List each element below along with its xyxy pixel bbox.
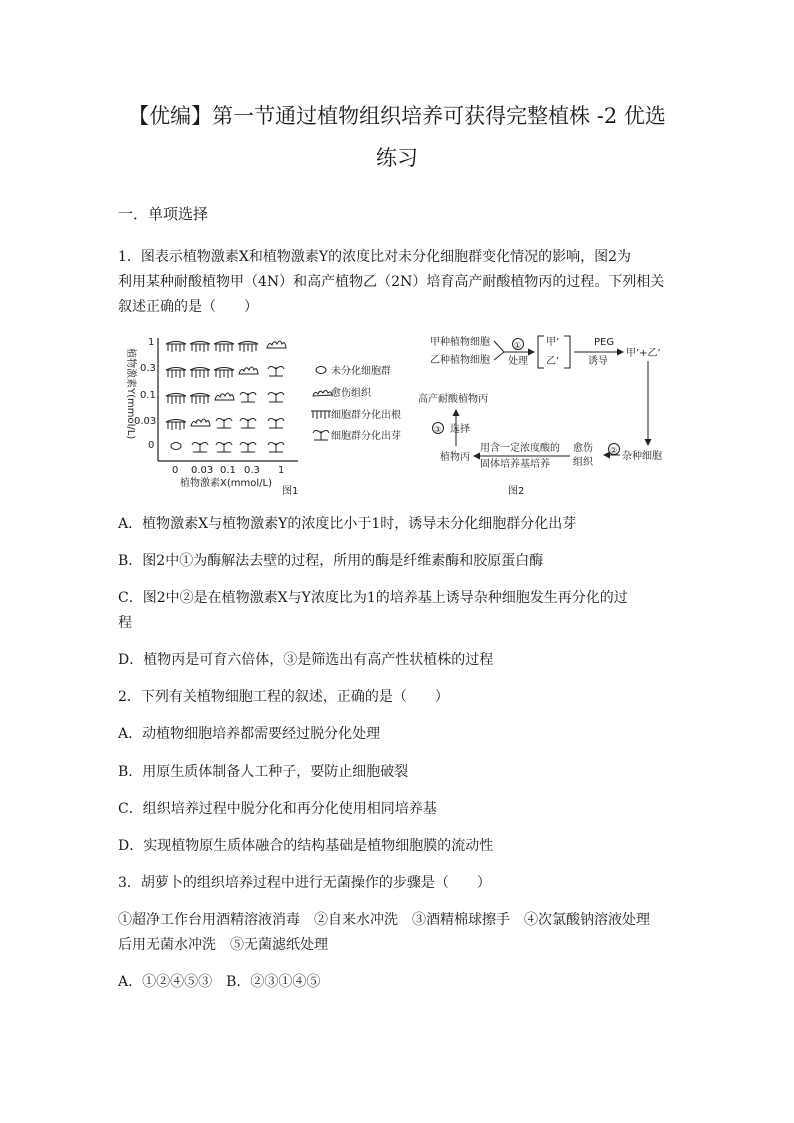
fig1-xtick: 1 [278,465,285,476]
fig1-ytick: 0.1 [140,390,156,401]
root-cell-glyph [166,342,186,353]
fig2-callus-line2: 组织 [573,457,593,468]
fig2-hybrid: 杂种细胞 [622,451,662,462]
fig1-legend [311,364,401,442]
fig1-xtick: 0.1 [220,465,236,476]
q2-stem: 2．下列有关植物细胞工程的叙述，正确的是（ ） [118,689,449,705]
root-symbol [311,411,331,419]
shoot-cell-glyph [240,393,256,403]
callus-cell-glyph [267,341,286,348]
root-cell-glyph [214,342,234,353]
q1-option-c-line2: 程 [118,615,132,631]
root-cell-glyph [238,342,258,353]
q2-option-c: C．组织培养过程中脱分化和再分化使用相同培养基 [118,801,437,817]
q2-option-b: B．用原生质体制备人工种子，要防止细胞破裂 [118,764,409,780]
root-cell-glyph [166,368,186,379]
callus-cell-glyph [191,419,210,426]
shoot-cell-glyph [192,443,208,453]
fig2-proto-a: 甲’ [546,337,560,348]
root-cell-glyph [190,394,210,405]
root-cell-glyph [190,368,210,379]
q3-steps-line2: 后用无菌水冲洗 ⑤无菌滤纸处理 [118,937,328,953]
fig2-step2: ② [610,446,618,455]
fig2-select: 选择 [450,424,470,435]
fig2-induce: 诱导 [588,356,608,367]
shoot-cell-glyph [268,367,284,377]
q3-options: A．①②④⑤③ B．②③①④⑤ [118,974,321,990]
fig2-caption: 图2 [508,486,525,497]
root-cell-glyph [166,420,186,431]
fig1-ytick: 0.3 [140,363,156,374]
shoot-cell-glyph [268,419,284,429]
fig2-target: 高产耐酸植物丙 [418,394,488,405]
q3-stem: 3．胡萝卜的组织培养过程中进行无菌操作的步骤是（ ） [118,875,491,891]
fig2-step3: ③ [434,425,442,434]
fig2-proto-b: 乙’ [546,356,560,367]
callus-cell-glyph [239,367,258,374]
q1-stem-line1: 1．图表示植物激素X和植物激素Y的浓度比对未分化细胞群变化情况的影响，图2为 [118,249,632,265]
q1-option-d: D．植物丙是可育六倍体，③是筛选出有高产性状植株的过程 [118,652,494,668]
fig1-ytick: 0.03 [134,416,157,427]
legend-shoot: 细胞群分化出芽 [331,431,401,442]
legend-undifferentiated: 未分化细胞群 [331,366,391,377]
fig2-treat: 处理 [508,356,528,367]
fig1-caption: 图1 [282,486,299,497]
callus-symbol [313,391,332,397]
fig2-diagram [418,335,662,470]
page-title-line2: 练习 [376,146,418,170]
fig1-ytick: 0 [148,440,155,451]
shoot-cell-glyph [268,393,284,403]
undifferentiated-cell-glyph [171,443,181,450]
fig2-plant-b: 乙种植物细胞 [430,355,490,366]
q1-option-a: A．植物激素X与植物激素Y的浓度比小于1时，诱导未分化细胞群分化出芽 [118,516,577,532]
legend-callus: 愈伤组织 [331,388,371,399]
fig1-ylabel: 植物激素Y(mmol/L) [125,348,136,440]
callus-cell-glyph [215,393,234,400]
fig1-ytick: 1 [148,337,155,348]
page-title: 【优编】第一节通过植物组织培养可获得完整植株 -2 优选 [128,104,666,128]
q1-option-b: B．图2中①为酶解法去壁的过程，所用的酶是纤维素酶和胶原蛋白酶 [118,553,544,569]
fig1-cell-grid [166,341,286,452]
q1-option-c: C．图2中②是在植物激素X与Y浓度比为1的培养基上诱导杂种细胞发生再分化的过 [118,590,628,606]
fig2-step1: ① [514,341,522,350]
q1-stem-line2: 利用某种耐酸植物甲（4N）和高产植物乙（2N）培育高产耐酸植物丙的过程。下列相关 [118,274,665,290]
undifferentiated-symbol [316,367,326,374]
q1-figure [118,328,694,503]
section-heading: 一．单项选择 [118,205,209,223]
q1-stem-line3: 叙述正确的是（ ） [118,299,258,315]
root-cell-glyph [190,342,210,353]
fig2-peg: PEG [594,337,615,348]
shoot-cell-glyph [216,443,232,453]
fig1-xtick: 0.03 [191,465,214,476]
shoot-cell-glyph [268,443,284,453]
fig1-xtick: 0 [172,465,179,476]
shoot-symbol [313,431,329,441]
shoot-cell-glyph [216,419,232,429]
root-cell-glyph [214,368,234,379]
legend-root: 细胞群分化出根 [331,410,401,421]
fig2-fused: 甲’+乙’ [626,348,661,359]
q2-option-a: A．动植物细胞培养都需要经过脱分化处理 [118,726,381,742]
fig2-plant-c: 植物丙 [440,452,470,463]
fig2-medium: 用含一定浓度酸的 [480,443,560,454]
q3-steps: ①超净工作台用酒精溶液消毒 ②自来水冲洗 ③酒精棉球擦手 ④次氯酸钠溶液处理 [118,912,650,928]
fig2-plant-a: 甲种植物细胞 [430,337,490,348]
fig1-xlabel: 植物激素X(mmol/L) [180,478,272,489]
fig2-callus: 愈伤 [573,443,593,454]
shoot-cell-glyph [240,443,256,453]
root-cell-glyph [166,394,186,405]
q2-option-d: D．实现植物原生质体融合的结构基础是植物细胞膜的流动性 [118,838,494,854]
fig1-xtick: 0.3 [244,465,260,476]
fig2-medium-line2: 固体培养基培养 [480,459,550,470]
shoot-cell-glyph [240,419,256,429]
